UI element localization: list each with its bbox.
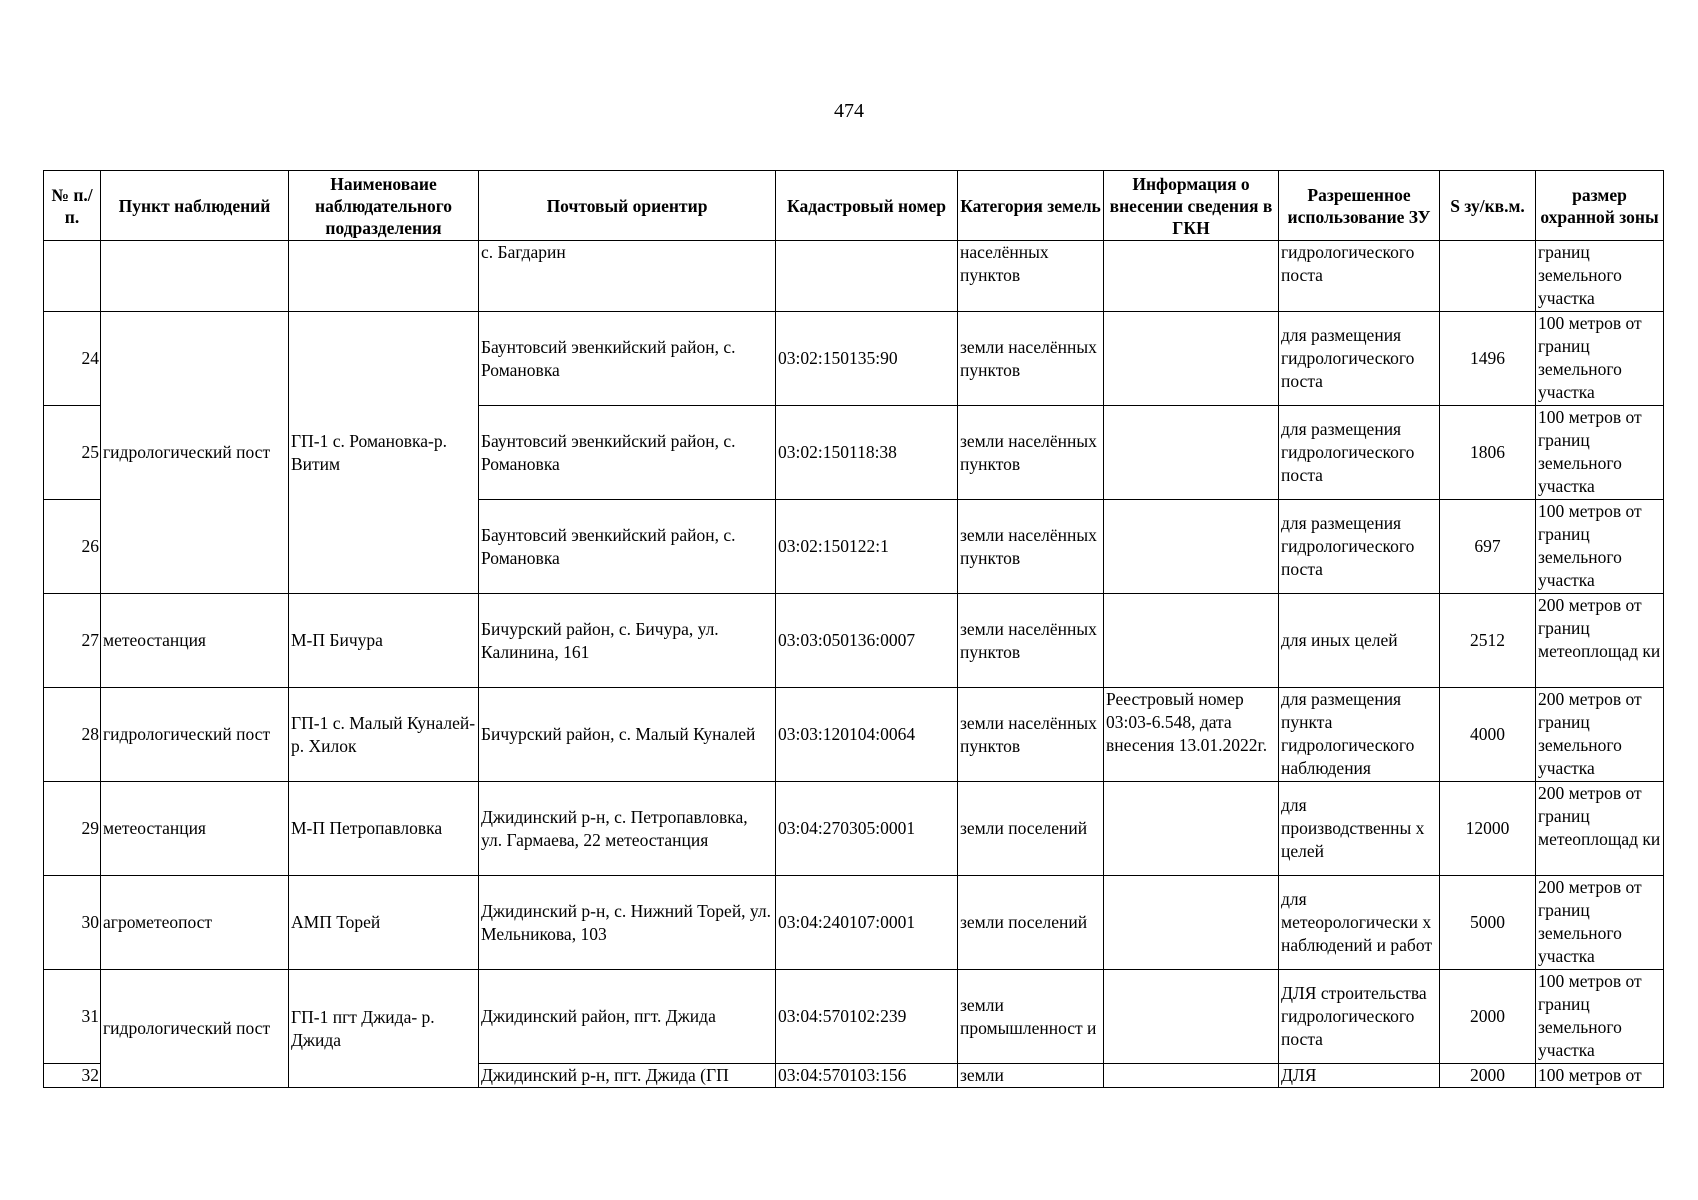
cell-zone: 200 метров от границ земельного участка	[1536, 876, 1664, 970]
cell-point: гидрологический пост	[101, 688, 289, 782]
cell-cadastral: 03:02:150118:38	[776, 406, 958, 500]
cell-gkn	[1104, 241, 1279, 312]
cell-cadastral: 03:04:570103:156	[776, 1064, 958, 1088]
table-row	[44, 594, 1664, 688]
cell-category: земли	[958, 1064, 1104, 1088]
header-cadastral: Кадастровый номер	[776, 171, 958, 241]
cell-category: земли промышленност и	[958, 970, 1104, 1064]
table-row	[44, 241, 1664, 312]
cell-cadastral: 03:02:150135:90	[776, 312, 958, 406]
cell-address: Баунтовсий эвенкийский район, с. Романовка	[479, 312, 776, 406]
cell-address: Джидинский р-н, пгт. Джида (ГП	[479, 1064, 776, 1088]
cell-address: с. Багдарин	[479, 241, 776, 312]
cell-usage: для размещения гидрологического поста	[1279, 312, 1440, 406]
cell-cadastral: 03:03:120104:0064	[776, 688, 958, 782]
cell-area: 2000	[1440, 970, 1536, 1064]
page-number: 474	[834, 100, 864, 122]
cell-cadastral: 03:04:270305:0001	[776, 782, 958, 876]
cell-category: земли населённых пунктов	[958, 688, 1104, 782]
cell-gkn	[1104, 594, 1279, 688]
cell-area	[1440, 241, 1536, 312]
header-division: Наименоваие наблюдательного подразделения	[289, 171, 479, 241]
cell-category: земли населённых пунктов	[958, 594, 1104, 688]
cell-category: земли населённых пунктов	[958, 406, 1104, 500]
cell-point: метеостанция	[101, 594, 289, 688]
cell-zone: 100 метров от	[1536, 1064, 1664, 1088]
table-row	[44, 688, 1664, 782]
cell-point: агрометеопост	[101, 876, 289, 970]
cell-division: М-П Бичура	[289, 594, 479, 688]
cell-point: гидрологический пост	[101, 970, 289, 1088]
cell-address: Джидинский р-н, с. Петропавловка, ул. Гармаева, 22 метеостанция	[479, 782, 776, 876]
cell-point: гидрологический пост	[101, 312, 289, 594]
cell-zone: 200 метров от границ метеоплощад ки	[1536, 782, 1664, 876]
table-row	[44, 782, 1664, 876]
header-point: Пункт наблюдений	[101, 171, 289, 241]
cell-zone: 200 метров от границ земельного участка	[1536, 688, 1664, 782]
cell-gkn	[1104, 782, 1279, 876]
cell-address: Джидинский район, пгт. Джида	[479, 970, 776, 1064]
cell-gkn: Реестровый номер 03:03-6.548, дата внесения 13.01.2022г.	[1104, 688, 1279, 782]
cell-zone: 100 метров от границ земельного участка	[1536, 406, 1664, 500]
cell-division	[289, 241, 479, 312]
cell-cadastral: 03:02:150122:1	[776, 500, 958, 594]
cell-usage: ДЛЯ строительства гидрологического поста	[1279, 970, 1440, 1064]
cell-cadastral: 03:03:050136:0007	[776, 594, 958, 688]
cell-category: земли населённых пунктов	[958, 500, 1104, 594]
cell-usage: для размещения пункта гидрологического наблюдения	[1279, 688, 1440, 782]
table-row	[44, 312, 1664, 406]
cell-usage: для метеорологически х наблюдений и работ	[1279, 876, 1440, 970]
cell-address: Бичурский район, с. Бичура, ул. Калинина, 161	[479, 594, 776, 688]
cell-usage: гидрологического поста	[1279, 241, 1440, 312]
cell-area: 1806	[1440, 406, 1536, 500]
cell-division: АМП Торей	[289, 876, 479, 970]
cell-num: 30	[44, 876, 101, 970]
cell-num: 27	[44, 594, 101, 688]
cell-usage: для производственны х целей	[1279, 782, 1440, 876]
cell-address: Баунтовсий эвенкийский район, с. Романовка	[479, 406, 776, 500]
header-num: № п./п.	[44, 171, 101, 241]
cell-address: Бичурский район, с. Малый Куналей	[479, 688, 776, 782]
cell-zone: 200 метров от границ метеоплощад ки	[1536, 594, 1664, 688]
cell-division: ГП-1 с. Малый Куналей-р. Хилок	[289, 688, 479, 782]
cell-num: 25	[44, 406, 101, 500]
cell-usage: для размещения гидрологического поста	[1279, 500, 1440, 594]
cell-area: 12000	[1440, 782, 1536, 876]
cell-area: 2512	[1440, 594, 1536, 688]
cell-gkn	[1104, 1064, 1279, 1088]
cell-num: 26	[44, 500, 101, 594]
cell-usage: для иных целей	[1279, 594, 1440, 688]
cell-category: населённых пунктов	[958, 241, 1104, 312]
cell-zone: 100 метров от границ земельного участка	[1536, 970, 1664, 1064]
cell-zone: 100 метров от границ земельного участка	[1536, 500, 1664, 594]
cell-num: 31	[44, 970, 101, 1064]
cell-area: 5000	[1440, 876, 1536, 970]
cell-gkn	[1104, 312, 1279, 406]
header-category: Категория земель	[958, 171, 1104, 241]
cell-gkn	[1104, 970, 1279, 1064]
cell-num: 32	[44, 1064, 101, 1088]
cell-num	[44, 241, 101, 312]
cell-area: 4000	[1440, 688, 1536, 782]
land-plots-table	[43, 170, 1664, 1088]
cell-num: 24	[44, 312, 101, 406]
header-zone: размер охранной зоны	[1536, 171, 1664, 241]
cell-cadastral	[776, 241, 958, 312]
cell-area: 697	[1440, 500, 1536, 594]
cell-cadastral: 03:04:240107:0001	[776, 876, 958, 970]
header-usage: Разрешенное использование ЗУ	[1279, 171, 1440, 241]
table-row	[44, 970, 1664, 1064]
table-row	[44, 876, 1664, 970]
cell-usage: для размещения гидрологического поста	[1279, 406, 1440, 500]
cell-address: Джидинский р-н, с. Нижний Торей, ул. Мельникова, 103	[479, 876, 776, 970]
cell-division: ГП-1 с. Романовка-р. Витим	[289, 312, 479, 594]
cell-area: 2000	[1440, 1064, 1536, 1088]
cell-category: земли поселений	[958, 782, 1104, 876]
cell-gkn	[1104, 406, 1279, 500]
cell-address: Баунтовсий эвенкийский район, с. Романовка	[479, 500, 776, 594]
table-header-row	[44, 171, 1664, 241]
cell-gkn	[1104, 500, 1279, 594]
cell-point	[101, 241, 289, 312]
header-address: Почтовый ориентир	[479, 171, 776, 241]
cell-num: 28	[44, 688, 101, 782]
cell-division: М-П Петропавловка	[289, 782, 479, 876]
cell-zone: 100 метров от границ земельного участка	[1536, 312, 1664, 406]
cell-zone: границ земельного участка	[1536, 241, 1664, 312]
cell-point: метеостанция	[101, 782, 289, 876]
cell-gkn	[1104, 876, 1279, 970]
header-gkn: Информация о внесении сведения в ГКН	[1104, 171, 1279, 241]
cell-cadastral: 03:04:570102:239	[776, 970, 958, 1064]
cell-usage: ДЛЯ	[1279, 1064, 1440, 1088]
cell-division: ГП-1 пгт Джида- р. Джида	[289, 970, 479, 1088]
cell-num: 29	[44, 782, 101, 876]
header-area: S зу/кв.м.	[1440, 171, 1536, 241]
cell-category: земли населённых пунктов	[958, 312, 1104, 406]
cell-category: земли поселений	[958, 876, 1104, 970]
cell-area: 1496	[1440, 312, 1536, 406]
